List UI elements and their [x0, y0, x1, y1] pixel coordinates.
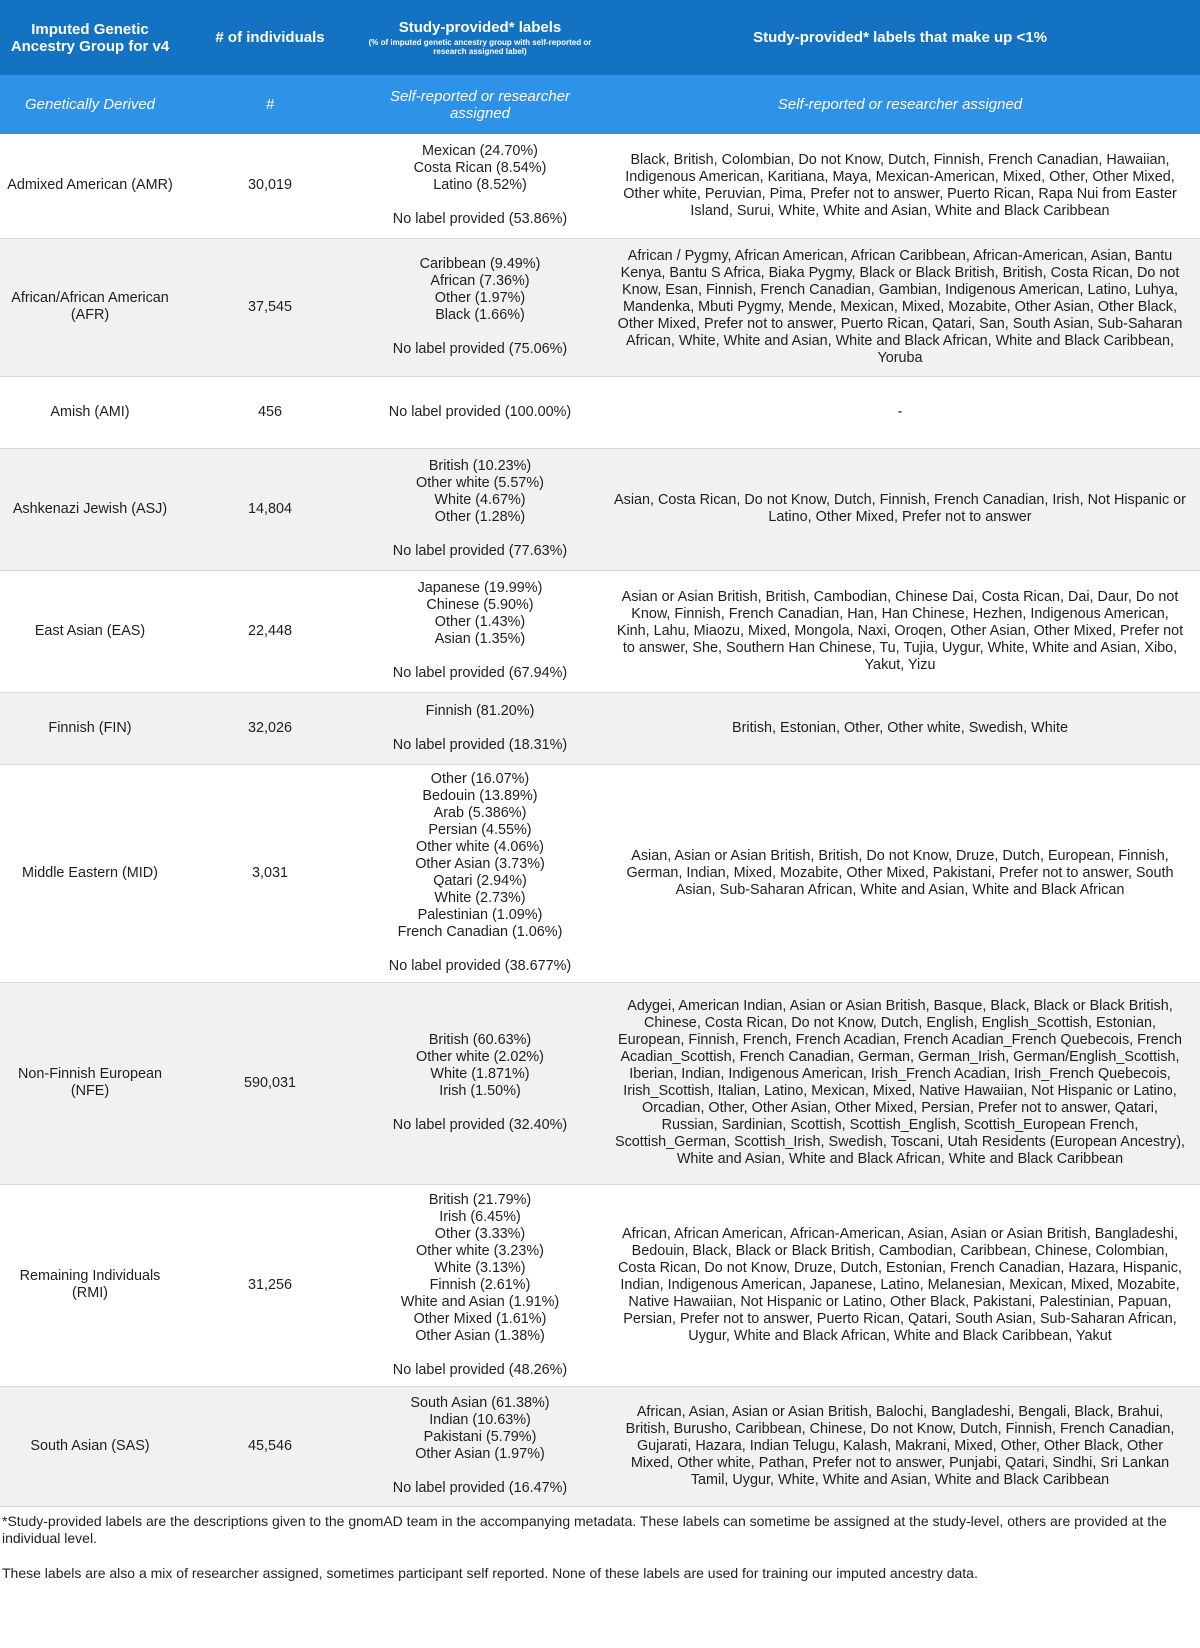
rare-labels-cell: Black, British, Colombian, Do not Know, Dutch, Finnish, French Canadian, Hawaiian, Indigenous American, Karitiana, Maya, Mexican-American, Mixed, Other, Other Mixed, Other white, Peruvian, Pima, Prefer not to answer, Puerto Rican, Rapa Nui from Easter Island, Surui, White, White and Asian, White and Black Caribbean [600, 134, 1200, 238]
study-label: White (1.871%) [430, 1066, 530, 1082]
no-label-provided: No label provided (77.63%) [392, 543, 568, 559]
individuals-count-cell: 30,019 [180, 134, 360, 238]
ancestry-group-cell: Finnish (FIN) [0, 692, 180, 764]
no-label-provided: No label provided (48.26%) [392, 1361, 568, 1378]
study-label: White (3.13%) [434, 1259, 526, 1276]
no-label-provided: No label provided (100.00%) [388, 403, 572, 420]
study-label: Other white (5.57%) [416, 475, 544, 491]
header-ancestry-group: Imputed Genetic Ancestry Group for v4 [0, 0, 180, 75]
individuals-count-cell: 32,026 [180, 692, 360, 764]
study-labels-cell [360, 1184, 600, 1386]
ancestry-group-cell: Non-Finnish European (NFE) [0, 982, 180, 1184]
rare-labels-cell: African, African American, African-American, Asian, Asian or Asian British, Bangladeshi, Bedouin, Black, Black or Black British, Cambodian, Caribbean, Chinese, Colombian, Costa Rican, Do not Know, Druze, Dutch, Estonian, French Canadian, Hazara, Hispanic, Indian, Indigenous American, Japanese, Latino, Melanesian, Mexican, Mixed, Mozabite, Native Hawaiian, Not Hispanic or Latino, Other Black, Pakistani, Palestinian, Papuan, Persian, Prefer not to answer, Puerto Rican, Qatari, South Asian, Sub-Saharan African, Uygur, White and Black African, White and Black Caribbean, Yakut [600, 1184, 1200, 1386]
header-rare-labels: Study-provided* labels that make up <1% [600, 0, 1200, 75]
rare-labels-cell: British, Estonian, Other, Other white, Swedish, White [600, 692, 1200, 764]
study-label: British (10.23%) [428, 458, 532, 474]
study-labels-cell [360, 134, 600, 238]
header-study-labels-subtitle: (% of imputed genetic ancestry group with self-reported or research assigned label) [368, 38, 592, 56]
study-label: Irish (6.45%) [439, 1208, 521, 1225]
rare-labels-cell: Asian, Costa Rican, Do not Know, Dutch, Finnish, French Canadian, Irish, Not Hispanic or Latino, Other Mixed, Prefer not to answer [600, 448, 1200, 570]
rare-labels-cell: African / Pygmy, African American, African Caribbean, African-American, Asian, Bantu Kenya, Bantu S Africa, Biaka Pygmy, Black or Black British, British, Costa Rican, Do not Know, Esan, Finnish, French Canadian, Gambian, Indigenous American, Latino, Luhya, Mandenka, Mbuti Pygmy, Mende, Mexican, Mixed, Mozabite, Other Asian, Other Black, Other Mixed, Prefer not to answer, Puerto Rican, Qatari, San, South Asian, Sub-Saharan African, White, White and Asian, White and Black African, White and Black Caribbean, Yoruba [600, 238, 1200, 376]
study-label: Other Mixed (1.61%) [413, 1310, 547, 1327]
study-label: Chinese (5.90%) [426, 597, 534, 613]
table-row [0, 238, 1200, 376]
subheader-individuals: # [180, 75, 360, 134]
ancestry-group-cell: African/African American (AFR) [0, 238, 180, 376]
study-label: Costa Rican (8.54%) [413, 160, 547, 177]
individuals-count-cell: 3,031 [180, 764, 360, 982]
subheader-study-labels: Self-reported or researcher assigned [360, 75, 600, 134]
study-label: South Asian (61.38%) [410, 1395, 550, 1411]
individuals-count-cell: 590,031 [180, 982, 360, 1184]
subheader-rare-labels: Self-reported or researcher assigned [600, 75, 1200, 134]
header-study-labels-title: Study-provided* labels [398, 19, 562, 36]
study-label: Other Asian (1.38%) [415, 1327, 545, 1344]
ancestry-group-cell: Middle Eastern (MID) [0, 764, 180, 982]
individuals-count-cell: 45,546 [180, 1386, 360, 1506]
table-header [0, 0, 1200, 134]
study-label: Finnish (2.61%) [429, 1276, 531, 1293]
study-label: Other (1.97%) [434, 290, 526, 306]
study-label: Palestinian (1.09%) [417, 907, 543, 923]
ancestry-group-cell: Amish (AMI) [0, 376, 180, 448]
ancestry-group-cell: South Asian (SAS) [0, 1386, 180, 1506]
subheader-ancestry-group: Genetically Derived [0, 75, 180, 134]
rare-labels-cell: African, Asian, Asian or Asian British, Balochi, Bangladeshi, Bengali, Black, Brahui, British, Burusho, Caribbean, Chinese, Do not Know, Dutch, Finnish, French Canadian, Gujarati, Hazara, Indian Telugu, Kalash, Makrani, Mixed, Other, Other Black, Other Mixed, Other white, Pathan, Prefer not to answer, Punjabi, Qatari, Sindhi, Sri Lankan Tamil, Uygur, White, White and Asian, White and Black Caribbean [600, 1386, 1200, 1506]
study-label: Persian (4.55%) [428, 822, 532, 838]
table-row [0, 1184, 1200, 1386]
study-label: Irish (1.50%) [439, 1083, 521, 1099]
rare-labels-cell: Asian, Asian or Asian British, British, Do not Know, Druze, Dutch, European, Finnish, German, Indian, Mixed, Mozabite, Other Mixed, Pakistani, Prefer not to answer, South Asian, Sub-Saharan African, White and Asian, White and Black African [600, 764, 1200, 982]
table-row [0, 376, 1200, 448]
study-label: Bedouin (13.89%) [422, 788, 538, 804]
study-label: Other (1.43%) [434, 614, 526, 630]
study-label: Asian (1.35%) [434, 631, 526, 647]
study-label: White (2.73%) [434, 890, 526, 906]
header-individuals: # of individuals [180, 0, 360, 75]
no-label-provided: No label provided (67.94%) [392, 665, 568, 681]
table-row [0, 692, 1200, 764]
study-label: Japanese (19.99%) [417, 580, 543, 596]
study-labels-cell [360, 238, 600, 376]
study-label: Mexican (24.70%) [422, 143, 538, 160]
study-label: Other (1.28%) [434, 509, 526, 525]
ancestry-group-cell: Remaining Individuals (RMI) [0, 1184, 180, 1386]
study-labels-cell [360, 1386, 600, 1506]
study-labels-cell [360, 448, 600, 570]
ancestry-group-cell: Admixed American (AMR) [0, 134, 180, 238]
study-label: Latino (8.52%) [433, 177, 527, 194]
study-label: African (7.36%) [430, 273, 530, 289]
table-row [0, 982, 1200, 1184]
study-label: Other Asian (3.73%) [415, 856, 545, 872]
no-label-provided: No label provided (18.31%) [392, 736, 568, 753]
study-labels-cell [360, 570, 600, 692]
no-label-provided: No label provided (32.40%) [392, 1117, 568, 1133]
header-row [0, 0, 1200, 75]
study-label: Caribbean (9.49%) [419, 256, 541, 272]
individuals-count-cell: 456 [180, 376, 360, 448]
study-labels-cell [360, 692, 600, 764]
subheader-row [0, 75, 1200, 134]
ancestry-group-cell: Ashkenazi Jewish (ASJ) [0, 448, 180, 570]
rare-labels-cell: Asian or Asian British, British, Cambodian, Chinese Dai, Costa Rican, Dai, Daur, Do not Know, Finnish, French Canadian, Han, Han Chinese, Hezhen, Indigenous American, Kinh, Lahu, Miaozu, Mixed, Mongola, Naxi, Oroqen, Other Asian, Other Mixed, Prefer not to answer, She, Southern Han Chinese, Tu, Tujia, Uygur, White, White and Asian, Xibo, Yakut, Yizu [600, 570, 1200, 692]
table-row [0, 134, 1200, 238]
table-row [0, 764, 1200, 982]
rare-labels-cell: Adygei, American Indian, Asian or Asian British, Basque, Black, Black or Black British, Chinese, Costa Rican, Do not Know, Dutch, English, English_Scottish, Estonian, European, Finnish, French, French Acadian, French Acadian_French Quebecois, French Acadian_Scottish, French Canadian, German, German_Irish, German/English_Scottish, Iberian, Indian, Indigenous American, Irish_French Acadian, Irish_French Quebecois, Irish_Scottish, Italian, Latino, Mexican, Mixed, Native Hawaiian, Not Hispanic or Latino, Orcadian, Other, Other Asian, Other Mixed, Persian, Prefer not to answer, Qatari, Russian, Sardinian, Scottish, Scottish_English, Scottish_European French, Scottish_German, Scottish_Irish, Swedish, Toscani, Utah Residents (European Ancestry), White and Asian, White and Black African, White and Black Caribbean [600, 982, 1200, 1184]
footnotes [0, 1507, 1200, 1582]
study-label: Qatari (2.94%) [433, 873, 527, 889]
footnote-2: These labels are also a mix of researcher assigned, sometimes participant self reported. None of these labels are used for training our imputed ancestry data. [2, 1564, 978, 1581]
study-label: Other white (3.23%) [416, 1242, 544, 1259]
individuals-count-cell: 14,804 [180, 448, 360, 570]
individuals-count-cell: 31,256 [180, 1184, 360, 1386]
table-body [0, 134, 1200, 1506]
study-label: British (60.63%) [428, 1032, 532, 1048]
study-label: Other white (4.06%) [416, 839, 544, 855]
study-labels-cell [360, 376, 600, 448]
study-label: Arab (5.386%) [433, 805, 527, 821]
table-row [0, 570, 1200, 692]
study-label: Pakistani (5.79%) [423, 1429, 537, 1445]
no-label-provided: No label provided (38.677%) [388, 958, 572, 974]
study-label: Other Asian (1.97%) [415, 1446, 545, 1462]
header-study-labels [360, 0, 600, 75]
ancestry-group-cell: East Asian (EAS) [0, 570, 180, 692]
individuals-count-cell: 22,448 [180, 570, 360, 692]
study-labels-cell [360, 764, 600, 982]
study-label: Other (3.33%) [434, 1225, 526, 1242]
study-labels-cell [360, 982, 600, 1184]
study-label: British (21.79%) [428, 1191, 532, 1208]
no-label-provided: No label provided (16.47%) [392, 1480, 568, 1496]
study-label: White (4.67%) [434, 492, 526, 508]
study-label: French Canadian (1.06%) [397, 924, 563, 940]
study-label: Black (1.66%) [435, 307, 525, 323]
rare-labels-cell: - [600, 376, 1200, 448]
table-row [0, 448, 1200, 570]
no-label-provided: No label provided (53.86%) [392, 211, 568, 228]
study-label: Other white (2.02%) [416, 1049, 544, 1065]
individuals-count-cell: 37,545 [180, 238, 360, 376]
table-row [0, 1386, 1200, 1506]
no-label-provided: No label provided (75.06%) [392, 341, 568, 357]
study-label: Indian (10.63%) [429, 1412, 531, 1428]
study-label: White and Asian (1.91%) [400, 1293, 560, 1310]
footnote-1: *Study-provided labels are the descriptions given to the gnomAD team in the accompanying metadata. These labels can sometime be assigned at the study-level, others are provided at the individual level. [2, 1512, 1167, 1546]
study-label: Other (16.07%) [430, 771, 530, 787]
study-label: Finnish (81.20%) [425, 702, 535, 719]
